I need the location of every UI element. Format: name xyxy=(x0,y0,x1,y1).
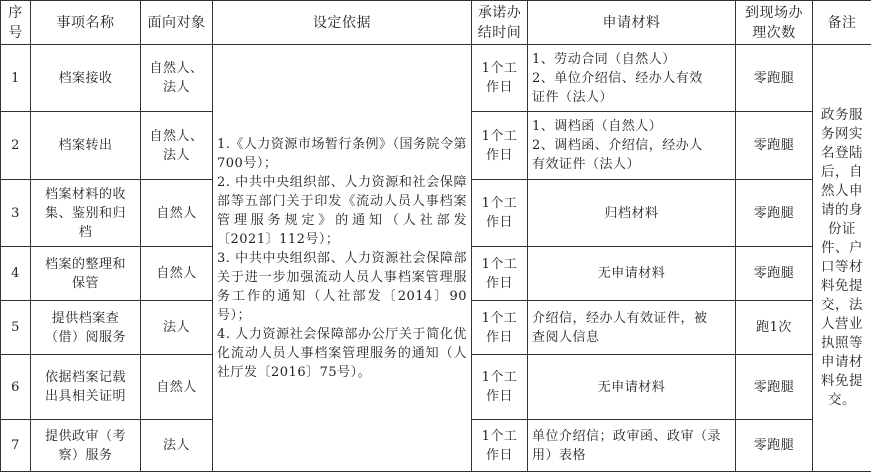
onsite-visits: 零跑腿 xyxy=(736,247,813,301)
header-time: 承诺办 结时间 xyxy=(472,1,528,45)
processing-time: 1个工 作日 xyxy=(472,180,528,247)
onsite-visits: 零跑腿 xyxy=(736,112,813,180)
onsite-visits: 跑1次 xyxy=(736,301,813,355)
legal-basis xyxy=(213,45,472,472)
table-body xyxy=(1,45,871,472)
item-name: 提供政审（考 察）服务 xyxy=(31,420,141,472)
target-audience: 自然人、 法人 xyxy=(141,112,213,180)
onsite-visits: 零跑腿 xyxy=(736,420,813,472)
target-audience: 自然人、 法人 xyxy=(141,45,213,112)
row-number: 5 xyxy=(1,301,31,355)
basis-item: 2. 中共中央组织部、人力资源和社会保障部等五部门关于印发《流动人员人事档案管理服务规定》的通知（人社部发〔2021〕112号）； xyxy=(217,173,467,249)
header-notes: 备注 xyxy=(813,1,871,45)
row-number: 7 xyxy=(1,420,31,472)
header-item: 事项名称 xyxy=(31,1,141,45)
application-materials: 单位介绍信；政审函、政审（录 用）表格 xyxy=(528,420,736,472)
target-audience: 法人 xyxy=(141,301,213,355)
basis-item: 1.《人力资源市场暂行条例》（国务院令第700号）； xyxy=(217,135,467,173)
header-row xyxy=(1,1,871,45)
application-materials: 无申请材料 xyxy=(528,247,736,301)
processing-time: 1个工 作日 xyxy=(472,355,528,420)
application-materials: 无申请材料 xyxy=(528,355,736,420)
header-materials: 申请材料 xyxy=(528,1,736,45)
onsite-visits: 零跑腿 xyxy=(736,355,813,420)
item-name: 依据档案记载 出具相关证明 xyxy=(31,355,141,420)
row-number: 4 xyxy=(1,247,31,301)
target-audience: 自然人 xyxy=(141,247,213,301)
basis-item: 4. 人力资源社会保障部办公厅关于简化优化流动人员人事档案管理服务的通知（人社厅发〔2016〕75号）。 xyxy=(217,325,467,382)
row-number: 3 xyxy=(1,180,31,247)
processing-time: 1个工 作日 xyxy=(472,45,528,112)
header-basis: 设定依据 xyxy=(213,1,472,45)
item-name: 档案接收 xyxy=(31,45,141,112)
item-name: 档案的整理和 保管 xyxy=(31,247,141,301)
remarks: 政务服 务网实 名登陆 后，自 然人申 请的身 份证 件、户 口等材 料免提 交，法 人营业 执照等 申请材 料免提 交。 xyxy=(813,45,871,472)
target-audience: 自然人 xyxy=(141,355,213,420)
item-name: 档案转出 xyxy=(31,112,141,180)
target-audience: 自然人 xyxy=(141,180,213,247)
application-materials: 1、劳动合同（自然人） 2、单位介绍信、经办人有效 证件（法人） xyxy=(528,45,736,112)
application-materials: 1、调档函（自然人） 2、调档函、介绍信，经办人 有效证件（法人） xyxy=(528,112,736,180)
application-materials: 归档材料 xyxy=(528,180,736,247)
item-name: 档案材料的收 集、鉴别和归 档 xyxy=(31,180,141,247)
table-row xyxy=(1,45,871,112)
header-no: 序 号 xyxy=(1,1,31,45)
processing-time: 1个工 作日 xyxy=(472,420,528,472)
processing-time: 1个工 作日 xyxy=(472,112,528,180)
application-materials: 介绍信，经办人有效证件，被 查阅人信息 xyxy=(528,301,736,355)
onsite-visits: 零跑腿 xyxy=(736,45,813,112)
basis-item: 3. 中共中央组织部、人力资源社会保障部关于进一步加强流动人员人事档案管理服务工作的通知（人社部发〔2014〕90号）； xyxy=(217,249,467,325)
row-number: 6 xyxy=(1,355,31,420)
header-visits: 到现场办 理次数 xyxy=(736,1,813,45)
processing-time: 1个工 作日 xyxy=(472,247,528,301)
onsite-visits: 零跑腿 xyxy=(736,180,813,247)
row-number: 2 xyxy=(1,112,31,180)
row-number: 1 xyxy=(1,45,31,112)
item-name: 提供档案查 （借）阅服务 xyxy=(31,301,141,355)
processing-time: 1个工 作日 xyxy=(472,301,528,355)
target-audience: 法人 xyxy=(141,420,213,472)
header-target: 面向对象 xyxy=(141,1,213,45)
